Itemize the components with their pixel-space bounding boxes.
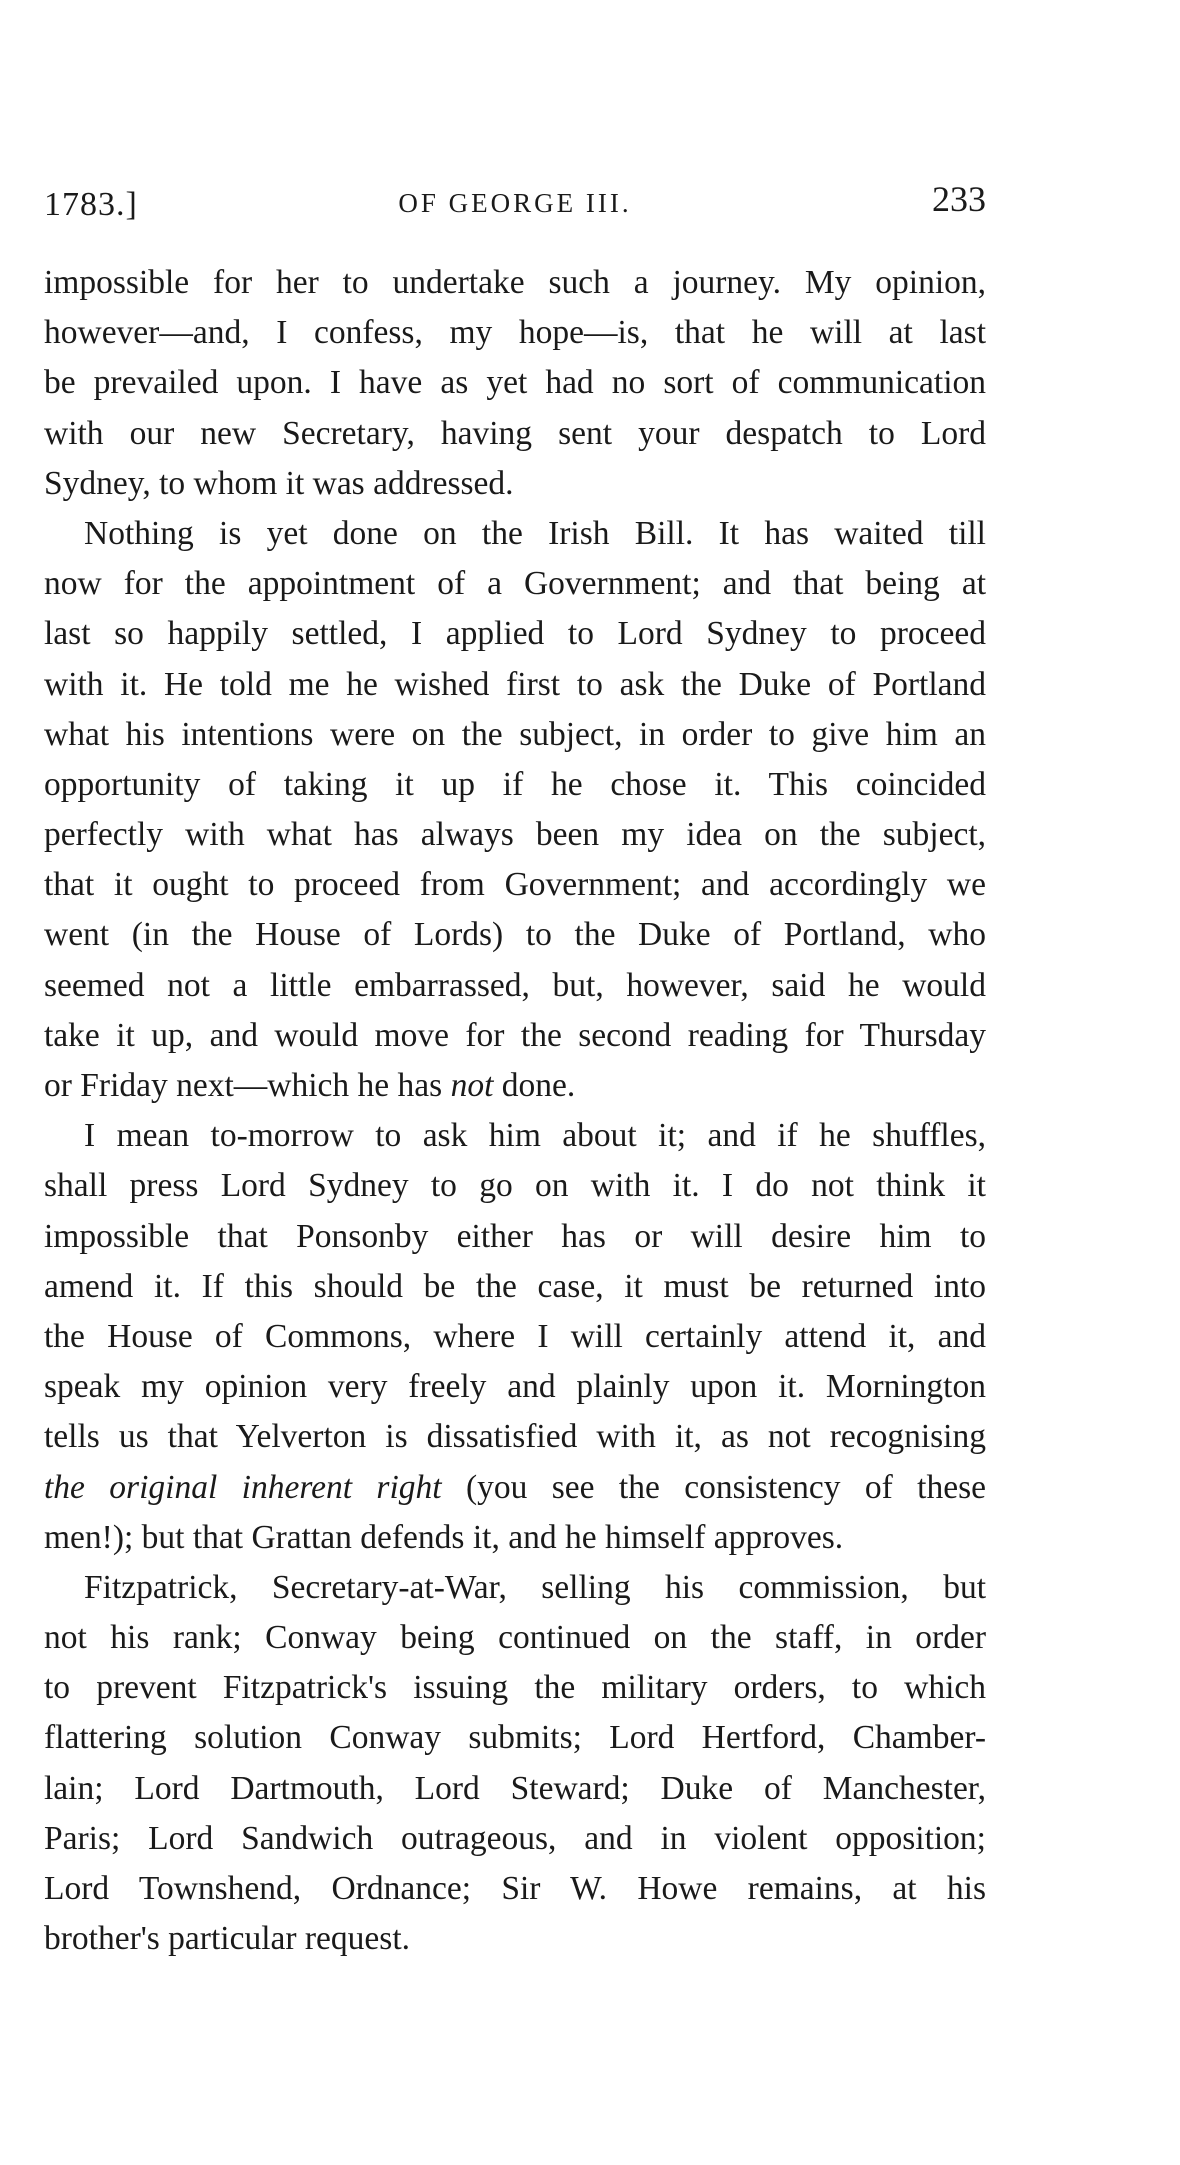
header-year: 1783.] (44, 186, 138, 223)
text-line: perfectly with what has always been my idea on the subject, (44, 816, 986, 854)
text-line: with our new Secretary, having sent your despatch to Lord (44, 414, 986, 452)
text-line: impossible that Ponsonby either has or will desire him to (44, 1217, 986, 1255)
text-line: lain; Lord Dartmouth, Lord Steward; Duke of Manchester, (44, 1769, 986, 1807)
text-line: however—and, I confess, my hope—is, that he will at last (44, 314, 986, 352)
text-line: that it ought to proceed from Government; and accordingly we (44, 866, 986, 904)
text-line: Sydney, to whom it was addressed. (44, 464, 514, 502)
italic-text: the original inherent right (44, 1468, 442, 1506)
italic-text: not (450, 1067, 494, 1104)
paragraph (44, 509, 986, 1111)
text-line: I mean to-morrow to ask him about it; and if he shuffles, (84, 1117, 986, 1155)
text-line: be prevailed upon. I have as yet had no sort of communication (44, 364, 986, 402)
text-line: not his rank; Conway being continued on the staff, in order (44, 1619, 986, 1657)
paragraph (44, 258, 986, 509)
text-line: tells us that Yelverton is dissatisfied with it, as not recognising (44, 1418, 986, 1456)
text-line: take it up, and would move for the second reading for Thursday (44, 1016, 986, 1054)
text-line: to prevent Fitzpatrick's issuing the military orders, to which (44, 1669, 986, 1707)
text-line: Fitzpatrick, Secretary-at-War, selling his commission, but (84, 1568, 986, 1606)
paragraph (44, 1563, 986, 1965)
text-line: what his intentions were on the subject, in order to give him an (44, 715, 986, 753)
text-line: Nothing is yet done on the Irish Bill. It has waited till (84, 514, 986, 552)
text-line: speak my opinion very freely and plainly upon it. Mornington (44, 1368, 986, 1406)
text-line: seemed not a little embarrassed, but, however, said he would (44, 966, 986, 1004)
text-line: Paris; Lord Sandwich outrageous, and in violent opposition; (44, 1819, 986, 1857)
text-line: with it. He told me he wished first to ask the Duke of Portland (44, 665, 986, 703)
text-line: flattering solution Conway submits; Lord Hertford, Chamber- (44, 1719, 986, 1757)
text-line: the House of Commons, where I will certainly attend it, and (44, 1317, 986, 1355)
text-line: or Friday next—which he has not done. (44, 1067, 576, 1104)
page-header (44, 178, 986, 228)
text-line: went (in the House of Lords) to the Duke of Portland, who (44, 916, 986, 954)
text-line: opportunity of taking it up if he chose it. This coincided (44, 765, 986, 803)
text-line: men!); but that Grattan defends it, and he himself approves. (44, 1518, 844, 1556)
text-line: now for the appointment of a Government; and that being at (44, 565, 986, 603)
page-number: 233 (932, 179, 986, 219)
text-line: amend it. If this should be the case, it must be returned into (44, 1267, 986, 1305)
text-line: Lord Townshend, Ordnance; Sir W. Howe remains, at his (44, 1870, 986, 1907)
text-line: last so happily settled, I applied to Lord Sydney to proceed (44, 615, 986, 653)
running-title: OF GEORGE III. (398, 188, 632, 218)
text-line: shall press Lord Sydney to go on with it. I do not think it (44, 1167, 986, 1205)
body-text (44, 258, 986, 1964)
text-line: brother's particular request. (44, 1920, 411, 1958)
text-line: impossible for her to undertake such a journey. My opinion, (44, 264, 986, 301)
paragraph (44, 1111, 986, 1563)
text-line: the original inherent right (you see the consistency of these (44, 1468, 986, 1506)
